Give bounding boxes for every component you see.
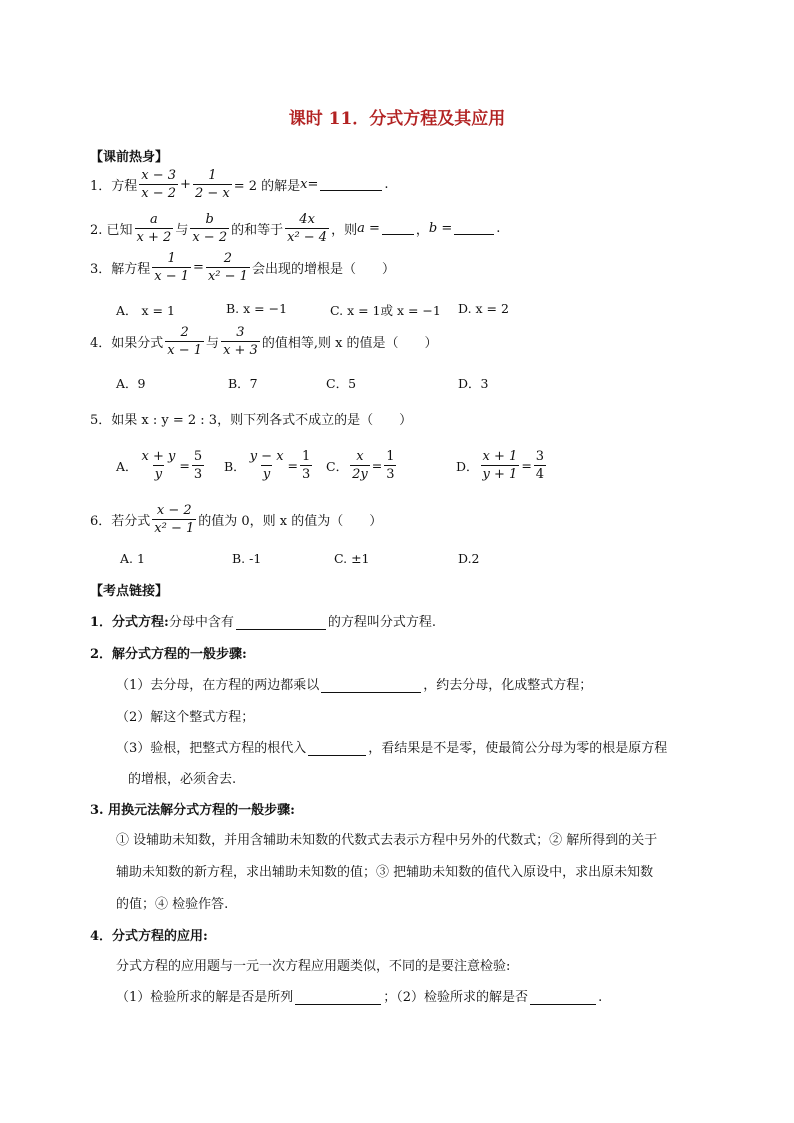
question-4 xyxy=(90,325,438,358)
k3-line-3: 的值；④ 检验作答. xyxy=(116,897,229,912)
q6-option-d[interactable]: D.2 xyxy=(458,551,480,566)
k2-step3-blank[interactable] xyxy=(308,743,366,756)
q2-fraction-1: $\frac{a}{x + 2}$ xyxy=(136,212,172,245)
k3-line-1: ① 设辅助未知数，并用含辅助未知数的代数式去表示方程中另外的代数式；② 解所得到的关于 xyxy=(116,833,658,848)
q4-text: 的值相等,则 x 的值是（ ） xyxy=(261,336,438,351)
q4-option-b[interactable]: B．7 xyxy=(228,376,258,391)
q2-fraction-3: $\frac{4x}{\text{x² − 4}}$ xyxy=(287,212,328,245)
q1-fraction-1: $\frac{x - 3}{x - 2}$ xyxy=(141,168,177,201)
q3-option-d[interactable]: D. x = 2 xyxy=(458,301,509,316)
q5-option-b[interactable]: B． $\frac{y - x}{y}$ = $\frac{1}{3}$ xyxy=(224,449,311,482)
k4-blank-1[interactable] xyxy=(295,992,381,1005)
q2-a-blank[interactable] xyxy=(382,222,414,235)
q6-fraction: $\frac{x - 2}{\text{x² − 1}}$ xyxy=(154,503,195,536)
k4-line-2: （1）检验所求的解是否是所列 ；（2）检验所求的解是否 . xyxy=(116,990,603,1005)
k2-step-3: （3）验根，把整式方程的根代入 ，看结果是不是零，使最简公分母为零的根是原方程 xyxy=(116,741,668,756)
q4-option-d[interactable]: D．3 xyxy=(458,376,489,391)
k2-step-1: （1）去分母，在方程的两边都乘以 ，约去分母，化成整式方程； xyxy=(116,678,593,693)
q4-prefix: 4．如果分式 xyxy=(90,336,164,351)
k2-step1-blank[interactable] xyxy=(321,680,421,693)
keypoint-1 xyxy=(90,611,436,630)
q4-fraction-1: $\frac{2}{x - 1}$ xyxy=(167,325,203,358)
q5-option-d[interactable]: D． $\frac{x + 1}{y + 1}$ = $\frac{3}{4}$ xyxy=(456,449,545,482)
q2-then: ，则 xyxy=(331,223,358,238)
q2-with: 与 xyxy=(175,223,189,238)
q3-text: 会出现的增根是（ ） xyxy=(251,262,395,277)
section-warmup-heading: 【课前热身】 xyxy=(90,150,169,165)
q4-option-a[interactable]: A．9 xyxy=(116,376,146,391)
keypoint-3-label: 3. 用换元法解分式方程的一般步骤: xyxy=(90,803,295,818)
q1-answer-blank[interactable] xyxy=(320,178,382,191)
q5-option-a[interactable]: A． $\frac{x + y}{y}$ = $\frac{5}{3}$ xyxy=(116,449,203,482)
q1-prefix: 1．方程 xyxy=(90,179,138,194)
k4-line-1: 分式方程的应用题与一元一次方程应用题类似，不同的是要注意检验: xyxy=(116,959,511,974)
q3-fraction-2: $\frac{2}{\text{x² − 1}}$ xyxy=(207,251,248,284)
question-2 xyxy=(90,212,500,245)
question-3 xyxy=(90,251,395,284)
q5-option-c[interactable]: C． $\frac{x}{2y}$ = $\frac{1}{3}$ xyxy=(326,449,395,482)
page-title: 课时 11．分式方程及其应用 xyxy=(288,109,506,129)
q2-end: . xyxy=(496,221,501,236)
k2-step-3-cont: 的增根，必须舍去. xyxy=(128,772,237,787)
k1-text-1: 分母中含有 xyxy=(168,615,234,630)
question-6 xyxy=(90,503,382,536)
question-5-text: 5．如果 x : y = 2 : 3，则下列各式不成立的是（ ） xyxy=(90,413,413,428)
q6-option-a[interactable]: A. 1 xyxy=(120,551,145,566)
q2-prefix: 2. 已知 xyxy=(90,223,133,238)
q1-end: . xyxy=(384,177,389,192)
q4-fraction-2: $\frac{3}{x + 3}$ xyxy=(223,325,258,358)
k1-blank[interactable] xyxy=(236,617,326,630)
q2-fraction-2: $\frac{b}{x - 2}$ xyxy=(192,212,228,245)
q6-prefix: 6．若分式 xyxy=(90,514,151,529)
question-1 xyxy=(90,168,389,201)
k3-line-2: 辅助未知数的新方程，求出辅助未知数的值；③ 把辅助未知数的值代入原设中，求出原未知数 xyxy=(116,865,654,880)
q4-option-c[interactable]: C．5 xyxy=(326,376,357,391)
keypoint-4-label: 4．分式方程的应用: xyxy=(90,929,208,944)
q4-with: 与 xyxy=(206,336,220,351)
q1-plus: + xyxy=(180,177,191,192)
section-keypoints-heading: 【考点链接】 xyxy=(90,584,169,599)
q1-fraction-2: $\frac{1}{2 - x}$ xyxy=(194,168,230,201)
q6-option-b[interactable]: B. -1 xyxy=(232,551,262,566)
k1-label: 1．分式方程: xyxy=(90,615,169,630)
k1-text-2: 的方程叫分式方程. xyxy=(327,615,437,630)
q2-b-label: b = xyxy=(428,221,453,236)
q1-equals-text: = 2 的解是 xyxy=(233,179,301,194)
q3-option-a[interactable]: A． x = 1 xyxy=(116,303,175,318)
q2-comma: ， xyxy=(415,223,429,238)
q3-fraction-1: $\frac{1}{x - 1}$ xyxy=(154,251,190,284)
q3-equals: = xyxy=(193,260,204,275)
q2-b-blank[interactable] xyxy=(454,222,494,235)
q6-text: 的值为 0，则 x 的值为（ ） xyxy=(198,514,383,529)
q6-option-c[interactable]: C. ±1 xyxy=(334,551,370,566)
q3-option-c[interactable]: C. x = 1或 x = −1 xyxy=(330,303,441,318)
q2-sum-text: 的和等于 xyxy=(231,223,284,238)
k2-step-2: （2）解这个整式方程； xyxy=(116,710,255,725)
keypoint-2-label: 2．解分式方程的一般步骤: xyxy=(90,647,247,662)
q3-prefix: 3．解方程 xyxy=(90,262,151,277)
q2-a-label: a = xyxy=(357,221,380,236)
q1-variable: x= xyxy=(300,177,319,192)
q3-option-b[interactable]: B. x = −1 xyxy=(226,301,288,316)
k4-blank-2[interactable] xyxy=(530,992,596,1005)
